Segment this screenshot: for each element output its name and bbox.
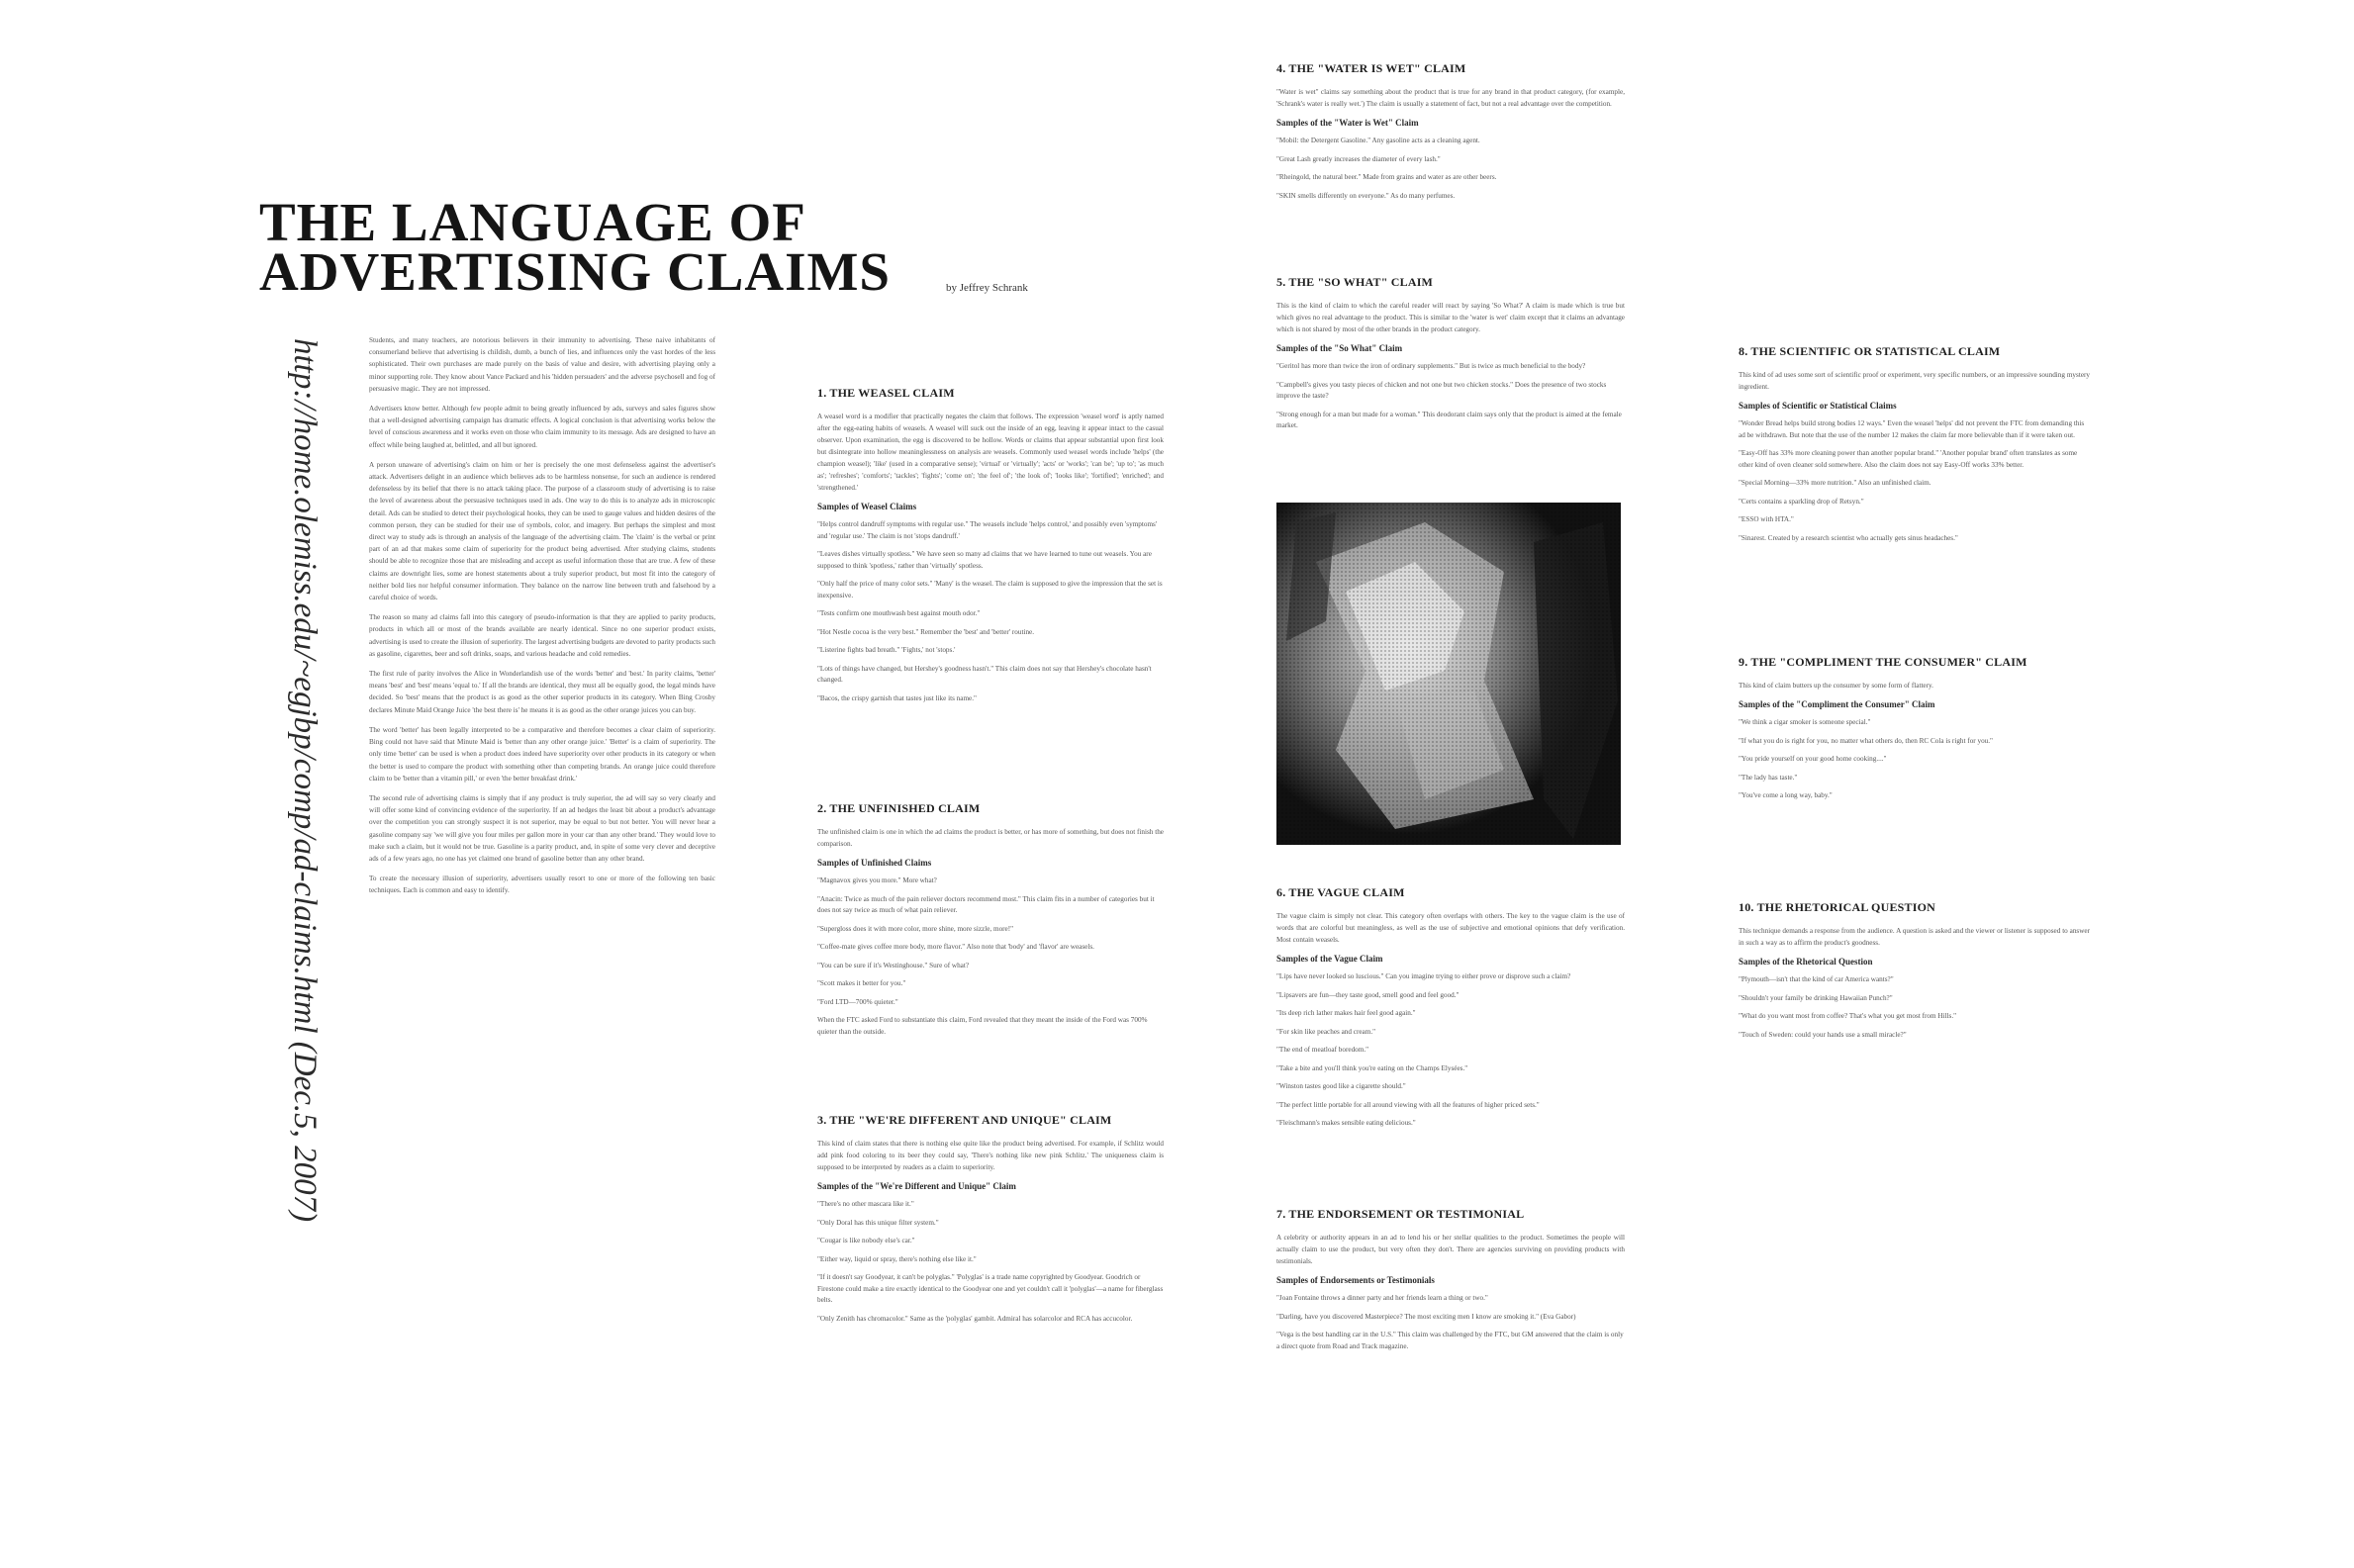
intro-paragraph: To create the necessary illusion of superiority, advertisers usually resort to one or more of the following ten basic techniques. Each is common and easy to identify. bbox=[369, 875, 715, 895]
sample-claim: "ESSO with HTA." bbox=[1739, 515, 1794, 523]
section-heading: 2. THE UNFINISHED CLAIM bbox=[817, 801, 981, 815]
sample-claim: "The lady has taste." bbox=[1739, 773, 1798, 782]
section-rhetorical-question bbox=[1739, 900, 2090, 1048]
source-url-vertical: http://home.olemiss.edu/~egjbp/comp/ad-claims.html (Dec.5, 2007) bbox=[287, 338, 323, 1223]
samples-heading: Samples of Unfinished Claims bbox=[817, 858, 932, 868]
section-description: This kind of claim states that there is nothing else quite like the product being advertised. For example, if Schlitz would add pink food coloring to its beer they could say, 'There's nothing like new pink Schlitz.' The uniqueness claim is supposed to be interpreted by readers as a claim to superiority. bbox=[817, 1140, 1164, 1171]
section-water-is-wet-claim bbox=[1276, 61, 1625, 209]
sample-claim: "Listerine fights bad breath." 'Fights,' not 'stops.' bbox=[817, 646, 956, 654]
samples-heading: Samples of the Rhetorical Question bbox=[1739, 957, 1873, 967]
section-heading: 6. THE VAGUE CLAIM bbox=[1276, 885, 1405, 899]
intro-paragraph: Students, and many teachers, are notorious believers in their immunity to advertising. These naive inhabitants of consumerland believe that advertising is childish, dumb, a bunch of lies, and influences only the vast hordes of the less sophisticated. Their own purchases are made purely on the basis of value and desire, with advertising playing only a minor supporting role. They know about Vance Packard and his 'hidden persuaders' and the adverse psychosell and fog of persuasive magic. They are not impressed. bbox=[369, 336, 715, 393]
section-heading: 9. THE "COMPLIMENT THE CONSUMER" CLAIM bbox=[1739, 655, 2027, 669]
sample-claim: "You've come a long way, baby." bbox=[1739, 791, 1833, 799]
section-heading: 10. THE RHETORICAL QUESTION bbox=[1739, 900, 1936, 914]
sample-claim: "Scott makes it better for you." bbox=[817, 979, 906, 987]
section-description: This kind of ad uses some sort of scientific proof or experiment, very specific numbers, or an impressive sounding mystery ingredient. bbox=[1739, 371, 2090, 391]
section-endorsement-claim bbox=[1276, 1207, 1625, 1359]
vertical-url-container bbox=[287, 338, 323, 1525]
sample-claim: "Anacin: Twice as much of the pain reliever doctors recommend most." This claim fits in a number of categories but it does not say twice as much of what pain reliever. bbox=[817, 894, 1155, 914]
sample-claim: "What do you want most from coffee? That's what you get most from Hills." bbox=[1739, 1012, 1957, 1020]
intro-paragraph: A person unaware of advertising's claim on him or her is precisely the one most defenseless against the advertiser's attack. Advertisers delight in an audience which believes ads to be harmless nonsense, for such an audience is rendered defenseless by its belief that there is no attack taking place. The purpose of a classroom study of advertising is to raise the level of awareness about the persuasive techniques used in ads. One way to do this is to analyze ads in microscopic detail. Ads can be studied to detect their psychological hooks, they can be used to gauge values and hidden desires of the common person, they can be studied for their use of symbols, color, and imagery. But perhaps the simplest and most direct way to study ads is through an analysis of the language of the advertising claim. The 'claim' is the verbal or print part of an ad that makes some claim of superiority for the product being advertised. After studying claims, students should be able to recognize those that are misleading and accept as useful information those that are true. A few of these claims are downright lies, some are honest statements about a truly superior product, but most fit into the category of neither bold lies nor helpful consumer information. They balance on the narrow line between truth and falsehood by a careful choice of words. bbox=[369, 460, 715, 602]
sample-claim: "Ford LTD—700% quieter." bbox=[817, 997, 898, 1006]
sample-claim: "Winston tastes good like a cigarette should." bbox=[1276, 1082, 1406, 1090]
section-heading: 8. THE SCIENTIFIC OR STATISTICAL CLAIM bbox=[1739, 344, 2001, 358]
sample-claim: "Only Doral has this unique filter system." bbox=[817, 1218, 939, 1227]
sample-claim: "For skin like peaches and cream." bbox=[1276, 1027, 1376, 1036]
sample-claim: "Strong enough for a man but made for a woman." This deodorant claim says only that the product is aimed at the female market. bbox=[1276, 410, 1622, 429]
sample-claim: "Bacos, the crispy garnish that tastes just like its name." bbox=[817, 693, 977, 702]
sample-claim: "Mobil: the Detergent Gasoline." Any gasoline acts as a cleaning agent. bbox=[1276, 137, 1480, 144]
section-weasel-claim bbox=[817, 386, 1164, 711]
section-description: A weasel word is a modifier that practically negates the claim that follows. The expression 'weasel word' is aptly named after the egg-eating habits of weasels. A weasel will suck out the inside of an egg, leaving it appear intact to the casual observer. Upon examination, the egg is discovered to be hollow. Words or claims that appear substantial upon first look but disintegrate into hollow meaninglessness on analysis are weasels. Commonly used weasel words include 'helps' (the champion weasel); 'like' (used in a comparative sense); 'virtual' or 'virtually'; 'acts' or 'works'; 'can be'; 'up to'; 'as much as'; 'refreshes'; 'comforts'; 'tackles'; 'fights'; 'come on'; 'the feel of'; 'the look of'; 'looks like'; 'fortified'; 'enriched'; and 'strengthened.' bbox=[817, 413, 1164, 492]
sample-claim: "Tests confirm one mouthwash best against mouth odor." bbox=[817, 609, 981, 617]
sample-claim: "You pride yourself on your good home cooking...." bbox=[1739, 755, 1887, 763]
sample-claim: "Leaves dishes virtually spotless." We have seen so many ad claims that we have learned to tune out weasels. You are supposed to think 'spotless,' rather than 'virtually' spotless. bbox=[817, 550, 1152, 570]
section-unfinished-claim bbox=[817, 801, 1164, 1045]
section-description: "Water is wet" claims say something about the product that is true for any brand in that product category, (for example, 'Schrank's water is really wet.') The claim is usually a statement of fact, but not a real advantage over the competition. bbox=[1276, 88, 1625, 108]
sample-claim: "Lipsavers are fun—they taste good, smell good and feel good." bbox=[1276, 990, 1459, 999]
sample-claim: "Its deep rich lather makes hair feel good again." bbox=[1276, 1009, 1416, 1017]
sample-claim: "SKIN smells differently on everyone." As do many perfumes. bbox=[1276, 191, 1456, 200]
section-description: This technique demands a response from the audience. A question is asked and the viewer or listener is supposed to answer in such a way as to affirm the product's goodness. bbox=[1739, 927, 2090, 947]
sample-claim: "Coffee-mate gives coffee more body, more flavor." Also note that 'body' and 'flavor' are weasels. bbox=[817, 943, 1094, 951]
sample-claim: "Supergloss does it with more color, more shine, more sizzle, more!" bbox=[817, 924, 1014, 933]
samples-heading: Samples of the "So What" Claim bbox=[1276, 343, 1403, 353]
sample-claim: "If it doesn't say Goodyear, it can't be polyglas." 'Polyglas' is a trade name copyrighted by Goodyear. Goodrich or Firestone could make a tire exactly identical to the Goodyear one and yet couldn't call it 'polyglas'—a name for fiberglass belts. bbox=[817, 1273, 1164, 1304]
section-scientific-claim bbox=[1739, 344, 2090, 551]
sample-claim: "Great Lash greatly increases the diameter of every lash." bbox=[1276, 154, 1441, 163]
samples-heading: Samples of Endorsements or Testimonials bbox=[1276, 1275, 1435, 1285]
sample-claim: "Cougar is like nobody else's car." bbox=[817, 1237, 915, 1245]
samples-heading: Samples of Scientific or Statistical Claims bbox=[1739, 401, 1897, 411]
section-heading: 3. THE "WE'RE DIFFERENT AND UNIQUE" CLAIM bbox=[817, 1113, 1112, 1127]
section-heading: 5. THE "SO WHAT" CLAIM bbox=[1276, 275, 1434, 289]
samples-heading: Samples of the "Compliment the Consumer" Claim bbox=[1739, 699, 1935, 709]
section-description: This is the kind of claim to which the careful reader will react by saying 'So What?' A claim is made which is true but which gives no real advantage to the product. This is similar to the 'water is wet' claim except that it claims an advantage which is not shared by most of the other brands in the product category. bbox=[1276, 302, 1625, 333]
sample-claim: "Magnavox gives you more." More what? bbox=[817, 876, 937, 884]
sample-claim: "There's no other mascara like it." bbox=[817, 1200, 914, 1208]
sample-claim: "Shouldn't your family be drinking Hawaiian Punch?" bbox=[1739, 993, 1893, 1002]
sample-claim: "Certs contains a sparkling drop of Retsyn." bbox=[1739, 497, 1864, 506]
photo-placeholder-icon bbox=[1276, 503, 1621, 845]
section-compliment-claim bbox=[1739, 655, 2090, 809]
sample-claim: "If what you do is right for you, no matter what others do, then RC Cola is right for you." bbox=[1739, 736, 1993, 745]
section-vague-claim bbox=[1276, 885, 1625, 1137]
sample-claim: "Vega is the best handling car in the U.S." This claim was challenged by the FTC, but GM answered that the claim is only a direct quote from Road and Track magazine. bbox=[1276, 1331, 1624, 1350]
section-so-what-claim bbox=[1276, 275, 1625, 439]
section-description: A celebrity or authority appears in an ad to lend his or her stellar qualities to the product. Sometimes the people will actually claim to use the product, but very often they don't. There are agencies surviving on providing products with testimonials. bbox=[1276, 1234, 1625, 1265]
sample-claim: "You can be sure if it's Westinghouse." Sure of what? bbox=[817, 961, 970, 969]
sample-claim: "Touch of Sweden: could your hands use a small miracle?" bbox=[1739, 1030, 1907, 1039]
section-description: The unfinished claim is one in which the ad claims the product is better, or has more of something, but does not finish the comparison. bbox=[817, 828, 1164, 848]
sample-claim: "Either way, liquid or spray, there's nothing else like it." bbox=[817, 1254, 977, 1263]
sample-claim: "Campbell's gives you tasty pieces of chicken and not one but two chicken stocks." Does the presence of two stocks improve the taste? bbox=[1276, 380, 1607, 400]
sample-claim: "Plymouth—isn't that the kind of car America wants?" bbox=[1739, 975, 1894, 983]
intro-paragraph: The first rule of parity involves the Alice in Wonderlandish use of the words 'better' and 'best.' In parity claims, 'better' means 'best' and 'best' means 'equal to.' If all the brands are identical, they must all be equally good, the legal minds have decided. So 'best' means that the product is as good as the other superior products in its category. When Bing Crosby declares Minute Maid Orange Juice 'the best there is' he means it is as good as the other orange juices you can buy. bbox=[369, 670, 715, 714]
sample-claim: "Special Morning—33% more nutrition." Also an unfinished claim. bbox=[1739, 479, 1931, 487]
sample-claim: "Take a bite and you'll think you're eating on the Champs Elysées." bbox=[1276, 1063, 1468, 1072]
sample-claim: "Sinarest. Created by a research scientist who actually gets sinus headaches." bbox=[1739, 533, 1958, 542]
samples-heading: Samples of the Vague Claim bbox=[1276, 954, 1383, 964]
sample-claim: "Hot Nestle cocoa is the very best." Remember the 'best' and 'better' routine. bbox=[817, 627, 1035, 636]
sample-claim: "Wonder Bread helps build strong bodies 12 ways." Even the weasel 'helps' did not prevent the FTC from demanding this ad be withdrawn. But note that the use of the number 12 makes the claim far more believable than if it were taken out. bbox=[1739, 419, 2085, 439]
intro-paragraph: The word 'better' has been legally interpreted to be a comparative and therefore becomes a clear claim of superiority. Bing could not have said that Minute Maid is 'better than any other orange juice.' 'Better' is a claim of superiority. The only time 'better' can be used is when a product does indeed have superiority over other products in its category or when the better is used to compare the product with something other than competing brands. An orange juice could therefore claim to be 'better than a vitamin pill,' or even 'the better breakfast drink.' bbox=[369, 725, 715, 783]
title-line-2: ADVERTISING CLAIMS bbox=[259, 241, 891, 302]
sample-claim: "Helps control dandruff symptoms with regular use." The weasels include 'helps control,' and possibly even 'symptoms' and 'regular use.' The claim is not 'stops dandruff.' bbox=[817, 520, 1158, 540]
sample-claim: "Lips have never looked so luscious." Can you imagine trying to either prove or disprove such a claim? bbox=[1276, 972, 1571, 980]
intro-paragraph: Advertisers know better. Although few people admit to being greatly influenced by ads, surveys and sales figures show that a well-designed advertising campaign has dramatic effects. A logical conclusion is that advertising works below the level of conscious awareness and it works even on those who claim immunity to its message. Ads are designed to have an effect while being laughed at, belittled, and all but ignored. bbox=[369, 405, 715, 449]
sample-claim: "Fleischmann's makes sensible eating delicious." bbox=[1276, 1119, 1416, 1127]
sample-claim: "We think a cigar smoker is someone special." bbox=[1739, 718, 1871, 726]
intro-paragraph: The reason so many ad claims fall into this category of pseudo-information is that they are applied to parity products, products in which all or most of the brands available are nearly identical. Since no one superior product exists, advertising is used to create the illusion of superiority. The largest advertising budgets are devoted to parity products such as gasoline, cigarettes, beer and soft drinks, soaps, and various headache and cold remedies. bbox=[369, 613, 715, 658]
byline: by Jeffrey Schrank bbox=[946, 282, 1028, 294]
sample-claim: "Easy-Off has 33% more cleaning power than another popular brand." 'Another popular brand' often translates as some other kind of oven cleaner sold somewhere. Also the claim does not say Easy-Off works 33% better. bbox=[1739, 449, 2078, 469]
samples-heading: Samples of Weasel Claims bbox=[817, 502, 917, 511]
samples-heading: Samples of the "Water is Wet" Claim bbox=[1276, 118, 1419, 128]
sample-claim: "Darling, have you discovered Masterpiece? The most exciting men I know are smoking it." (Eva Gabor) bbox=[1276, 1312, 1576, 1321]
section-heading: 4. THE "WATER IS WET" CLAIM bbox=[1276, 61, 1466, 75]
samples-heading: Samples of the "We're Different and Unique" Claim bbox=[817, 1181, 1016, 1191]
sample-claim: "The end of meatloaf boredom." bbox=[1276, 1046, 1369, 1054]
sample-claim: "The perfect little portable for all around viewing with all the features of higher priced sets." bbox=[1276, 1100, 1540, 1109]
title-line-1: THE LANGUAGE OF bbox=[259, 192, 806, 252]
sample-claim: "Only Zenith has chromacolor." Same as the 'polyglas' gambit. Admiral has solarcolor and RCA has accucolor. bbox=[817, 1314, 1133, 1323]
section-heading: 1. THE WEASEL CLAIM bbox=[817, 386, 955, 400]
sample-claim: "Joan Fontaine throws a dinner party and her friends learn a thing or two." bbox=[1276, 1294, 1488, 1302]
section-unique-claim bbox=[817, 1113, 1164, 1332]
intro-paragraph: The second rule of advertising claims is simply that if any product is truly superior, the ad will say so very clearly and will offer some kind of convincing evidence of the superiority. If an ad hedges the least bit about a product's advantage over the competition you can strongly suspect it is not superior, may be equal to but not better. You will never hear a gasoline company say 'we will give you four miles per gallon more in your car than any other brand.' They would love to make such a claim, but it would not be true. Gasoline is a parity product, and, in spite of some very clever and deceptive ads of a few years ago, no one has yet claimed one brand of gasoline better than any other brand. bbox=[369, 793, 715, 863]
section-description: This kind of claim butters up the consumer by some form of flattery. bbox=[1739, 682, 1933, 690]
sample-claim: When the FTC asked Ford to substantiate this claim, Ford revealed that they meant the inside of the Ford was 700% quieter than the outside. bbox=[817, 1016, 1148, 1036]
section-description: The vague claim is simply not clear. This category often overlaps with others. The key to the vague claim is the use of words that are colorful but meaningless, as well as the use of subjective and emotional opinions that defy verification. Most contain weasels. bbox=[1276, 912, 1625, 944]
page-title bbox=[259, 192, 891, 302]
sample-claim: "Geritol has more than twice the iron of ordinary supplements." But is twice as much beneficial to the body? bbox=[1276, 362, 1586, 370]
intro-text bbox=[369, 334, 715, 905]
sample-claim: "Rheingold, the natural beer." Made from grains and water as are other beers. bbox=[1276, 173, 1497, 181]
sample-claim: "Only half the price of many color sets." 'Many' is the weasel. The claim is supposed to give the impression that the set is inexpensive. bbox=[817, 580, 1163, 600]
sample-claim: "Lots of things have changed, but Hershey's goodness hasn't." This claim does not say that Hershey's chocolate hasn't changed. bbox=[817, 664, 1152, 684]
section-heading: 7. THE ENDORSEMENT OR TESTIMONIAL bbox=[1276, 1207, 1525, 1221]
photo-image bbox=[1276, 503, 1621, 845]
